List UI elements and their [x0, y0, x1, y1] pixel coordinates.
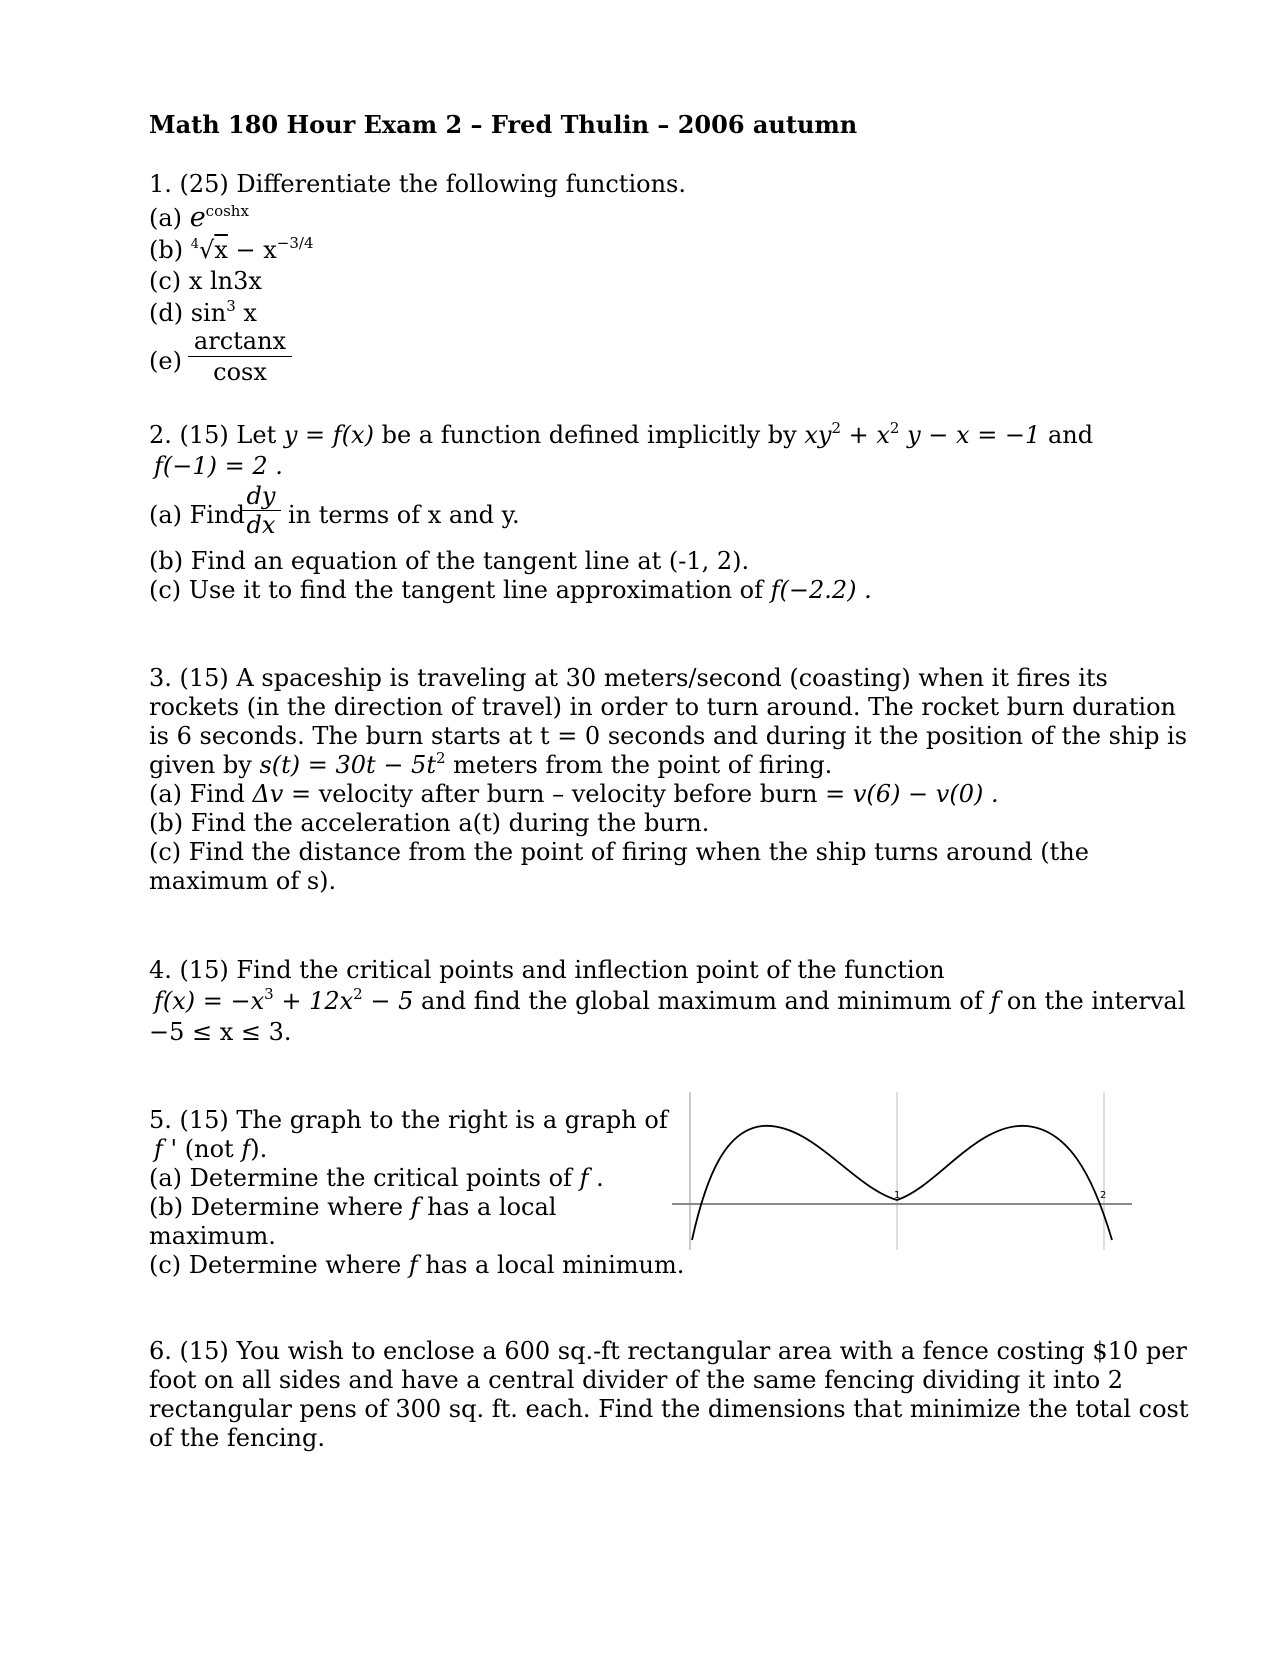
q2-l1-eq2b: 2: [831, 419, 842, 437]
q1-e-denominator: cosx: [213, 358, 267, 386]
q1-b-exp: −3/4: [276, 234, 314, 252]
q4-post-a: and find the global maximum and minimum of: [420, 987, 983, 1015]
q1-part-d: [149, 299, 257, 328]
radical-sign-icon: √: [199, 236, 215, 264]
fprime-graph: [672, 1092, 1132, 1250]
q4-line2: [154, 987, 1185, 1016]
q3-a-eq: v(6) − v(0) .: [852, 780, 999, 808]
q1-b-minus: −: [235, 236, 256, 264]
q2-part-c: [149, 576, 872, 605]
q5-line1: 5. (15) The graph to the right is a graph of: [149, 1106, 668, 1134]
q5-b-post: has a local: [427, 1193, 557, 1221]
q2-l1-eq2e: y − x = −1: [899, 421, 1041, 449]
q6-line3: rectangular pens of 300 sq. ft. each. Find the dimensions that minimize the total cost: [149, 1395, 1189, 1423]
q3-line2: rockets (in the direction of travel) in order to turn around. The rocket burn duration: [149, 693, 1176, 721]
q3-a-dv: Δv: [252, 780, 284, 808]
q2-a-fraction: [241, 482, 281, 539]
q5-l2-f: f: [241, 1135, 251, 1163]
q2-a-pre: (a) Find: [149, 501, 245, 529]
q4-f: f: [990, 987, 1000, 1015]
q2-l1-c: and: [1047, 421, 1094, 449]
q2-line1: [149, 421, 1093, 450]
q5-b-pre: (b) Determine where: [149, 1193, 404, 1221]
q1-c-expr: x ln3x: [188, 267, 262, 295]
q2-a-num: dy: [246, 482, 276, 510]
q2-l1-eq: y = f(x): [283, 421, 374, 449]
q1-e-fraction: [188, 326, 292, 387]
q1-b-base: x: [263, 236, 277, 264]
q5-part-b2: maximum.: [149, 1222, 276, 1250]
q1-c-label: (c): [149, 267, 182, 295]
q3-l4-pre: given by: [149, 751, 252, 779]
q5-line2: [154, 1135, 267, 1164]
fprime-curve: [692, 1126, 1112, 1240]
q5-part-b: [149, 1193, 556, 1222]
q4-line1: 4. (15) Find the critical points and inflection point of the function: [149, 956, 945, 984]
q3-part-a: [149, 780, 999, 809]
q1-b-radicand: x: [214, 236, 228, 264]
q2-l1-b: be a function defined implicitly by: [381, 421, 797, 449]
q2-c-eq: f(−2.2) .: [770, 576, 872, 604]
q5-a-pre: (a) Determine the critical points of: [149, 1164, 572, 1192]
q1-d-arg: x: [243, 299, 257, 327]
q3-part-c1: (c) Find the distance from the point of firing when the ship turns around (the: [149, 838, 1089, 866]
q1-b-label: (b): [149, 236, 184, 264]
q1-intro: 1. (25) Differentiate the following functions.: [149, 170, 686, 198]
q5-part-c: [149, 1251, 684, 1280]
q5-c-post: has a local minimum.: [425, 1251, 685, 1279]
q3-line4: [149, 751, 832, 780]
q3-l4-eq: s(t) = 30t − 5t: [259, 751, 436, 779]
q1-d-exp: 3: [226, 297, 236, 315]
q2-l1-eq2c: + x: [841, 421, 890, 449]
q4-eq-c: − 5: [362, 987, 414, 1015]
q4-line3: −5 ≤ x ≤ 3.: [149, 1018, 292, 1046]
q3-line3: is 6 seconds. The burn starts at t = 0 seconds and during it the position of the ship is: [149, 722, 1188, 750]
tick-label-1: 1: [894, 1190, 901, 1201]
q5-fprime: f ': [154, 1135, 178, 1163]
q6-line2: foot on all sides and have a central divider of the same fencing dividing it into 2: [149, 1366, 1124, 1394]
exam-title: Math 180 Hour Exam 2 – Fred Thulin – 2006 autumn: [149, 110, 858, 139]
q5-part-a: [149, 1164, 604, 1193]
q4-post-b: on the interval: [1006, 987, 1186, 1015]
q5-l2-c: ).: [250, 1135, 268, 1163]
q5-c-pre: (c) Determine where: [149, 1251, 402, 1279]
q3-part-b: (b) Find the acceleration a(t) during the burn.: [149, 809, 710, 837]
q2-l1-eq2a: xy: [804, 421, 832, 449]
q4-exp1: 3: [264, 985, 274, 1003]
q3-part-c2: maximum of s).: [149, 867, 337, 895]
q6-line4: of the fencing.: [149, 1424, 326, 1452]
q1-part-a: [149, 203, 249, 233]
q5-b-f: f: [410, 1193, 420, 1221]
q3-line1: 3. (15) A spaceship is traveling at 30 meters/second (coasting) when it fires its: [149, 664, 1108, 692]
q1-a-base: e: [189, 202, 206, 233]
q4-exp2: 2: [353, 985, 363, 1003]
tick-label-2: 2: [1100, 1190, 1107, 1201]
q5-a-post: .: [596, 1164, 604, 1192]
q4-eq-b: + 12x: [273, 987, 354, 1015]
q1-b-index: 4: [190, 237, 200, 252]
q1-a-label: (a): [149, 204, 183, 232]
q3-l4-post: meters from the point of firing.: [453, 751, 833, 779]
q1-e-label: (e): [149, 347, 182, 375]
q1-part-b: [149, 236, 314, 269]
q1-e-numerator: arctanx: [193, 327, 287, 355]
q2-l1-a: 2. (15) Let: [149, 421, 277, 449]
q1-part-c: [149, 267, 262, 296]
q2-c-pre: (c) Use it to find the tangent line approximation of: [149, 576, 764, 604]
q4-eq-a: f(x) = −x: [154, 987, 265, 1015]
q2-line2: f(−1) = 2 .: [154, 452, 283, 480]
q5-a-f: f: [579, 1164, 589, 1192]
q1-d-fn: sin: [190, 299, 227, 327]
q3-a-pre: (a) Find: [149, 780, 245, 808]
q2-part-b: (b) Find an equation of the tangent line at (-1, 2).: [149, 547, 750, 575]
q2-l1-eq2d: 2: [889, 419, 900, 437]
q5-l2-b: (not: [184, 1135, 234, 1163]
q6-line1: 6. (15) You wish to enclose a 600 sq.-ft rectangular area with a fence costing $10 per: [149, 1337, 1187, 1365]
q2-a-post: in terms of x and y.: [288, 501, 520, 529]
q5-c-f: f: [408, 1251, 418, 1279]
q2-a-den: dx: [246, 511, 276, 539]
q1-a-exp: coshx: [205, 202, 249, 220]
q3-l4-exp: 2: [435, 749, 446, 767]
q3-a-mid: = velocity after burn – velocity before burn =: [290, 780, 846, 808]
q1-d-label: (d): [149, 299, 184, 327]
